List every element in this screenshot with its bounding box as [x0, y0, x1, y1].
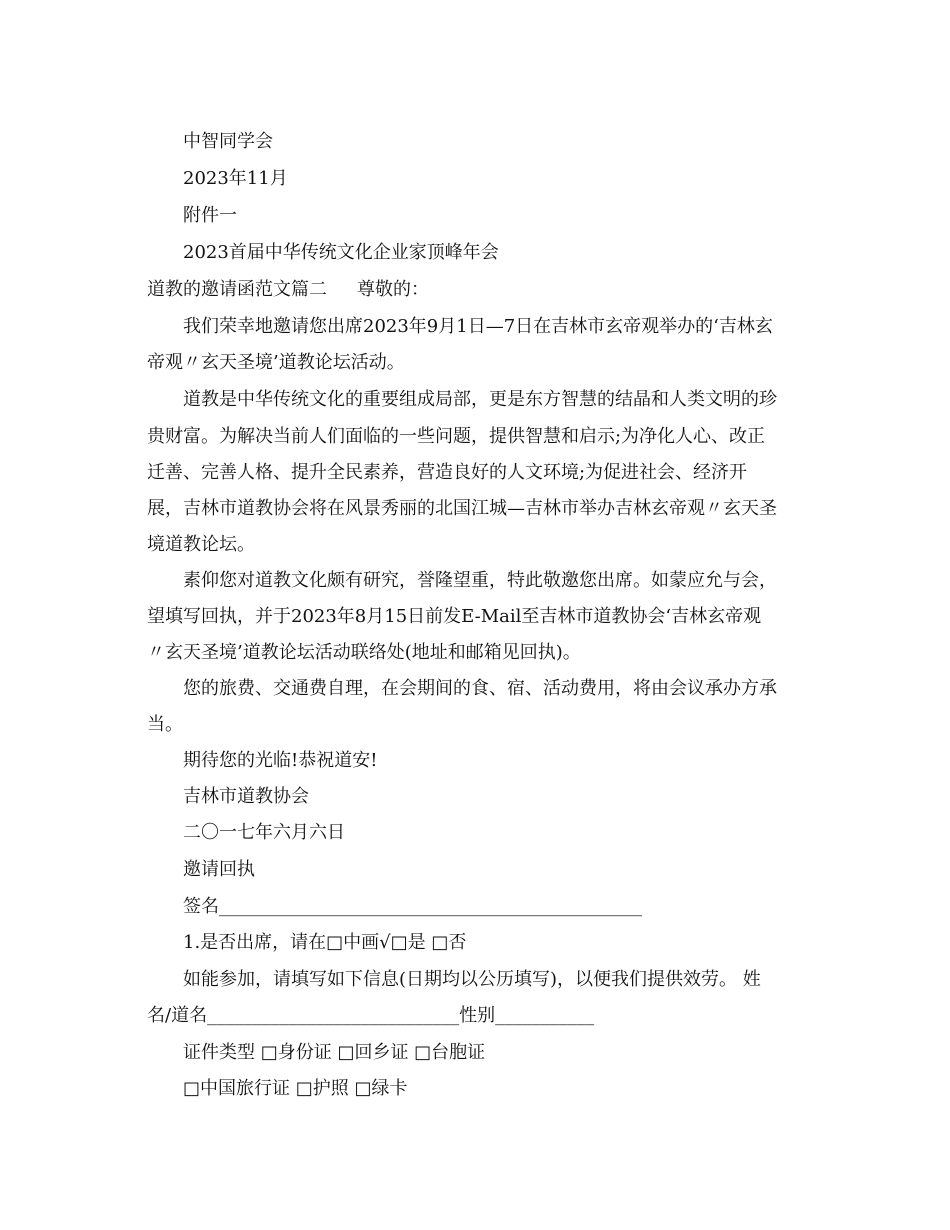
letter-title: 道教的邀请函范文篇二	[147, 279, 327, 300]
salutation: 尊敬的：	[357, 279, 429, 300]
letter-heading	[147, 280, 429, 300]
paragraph-2-line: 境道教论坛。	[147, 534, 255, 555]
signer-name: 吉林市道教协会	[183, 786, 309, 807]
paragraph-2-line: 道教是中华传统文化的重要组成局部，更是东方智慧的结晶和人类文明的珍	[183, 389, 777, 410]
sign-date: 二〇一七年六月六日	[183, 822, 345, 843]
paragraph-1-line: 我们荣幸地邀请您出席2023年9月1日—7日在吉林市玄帝观举办的‘吉林玄	[183, 316, 773, 337]
reply-title: 邀请回执	[183, 859, 255, 880]
paragraph-4-line: 当。	[147, 714, 183, 735]
paragraph-1-line: 帝观〃玄天圣境’道教论坛活动。	[147, 352, 405, 373]
organization-name: 中智同学会	[183, 131, 273, 152]
id-types-line: 证件类型 □身份证 □回乡证 □台胞证	[183, 1042, 486, 1063]
signature-line: 签名_______________________________________________	[183, 896, 642, 917]
paragraph-4-line: 您的旅费、交通费自理，在会期间的食、宿、活动费用，将由会议承办方承	[183, 678, 777, 699]
paragraph-2-line: 贵财富。为解决当前人们面临的一些问题，提供智慧和启示;为净化人心、改正	[147, 426, 766, 447]
paragraph-2-line: 展，吉林市道教协会将在风景秀丽的北国江城—吉林市举办吉林玄帝观〃玄天圣	[147, 498, 777, 519]
attachment-label: 附件一	[183, 205, 237, 226]
id-types-line: □中国旅行证 □护照 □绿卡	[183, 1078, 408, 1099]
closing-line: 期待您的光临!恭祝道安!	[183, 750, 378, 771]
paragraph-2-line: 迁善、完善人格、提升全民素养，营造良好的人文环境;为促进社会、经济开	[147, 462, 748, 483]
paragraph-3-line: 望填写回执，并于2023年8月15日前发E-Mail至吉林市道教协会‘吉林玄帝观	[147, 606, 762, 627]
fill-instructions-line: 如能参加，请填写如下信息(日期均以公历填写)，以便我们提供效劳。 姓	[183, 969, 761, 990]
paragraph-3-line: 〃玄天圣境’道教论坛活动联络处(地址和邮箱见回执)。	[147, 642, 581, 663]
paragraph-3-line: 素仰您对道教文化颇有研究，誉隆望重，特此敬邀您出席。如蒙应允与会，	[183, 570, 777, 591]
name-gender-line: 名/道名____________________________性别___________	[147, 1005, 595, 1026]
attendance-question: 1.是否出席，请在□中画√□是 □否	[183, 932, 467, 953]
event-title: 2023首届中华传统文化企业家顶峰年会	[183, 242, 499, 263]
header-date: 2023年11月	[183, 168, 288, 189]
